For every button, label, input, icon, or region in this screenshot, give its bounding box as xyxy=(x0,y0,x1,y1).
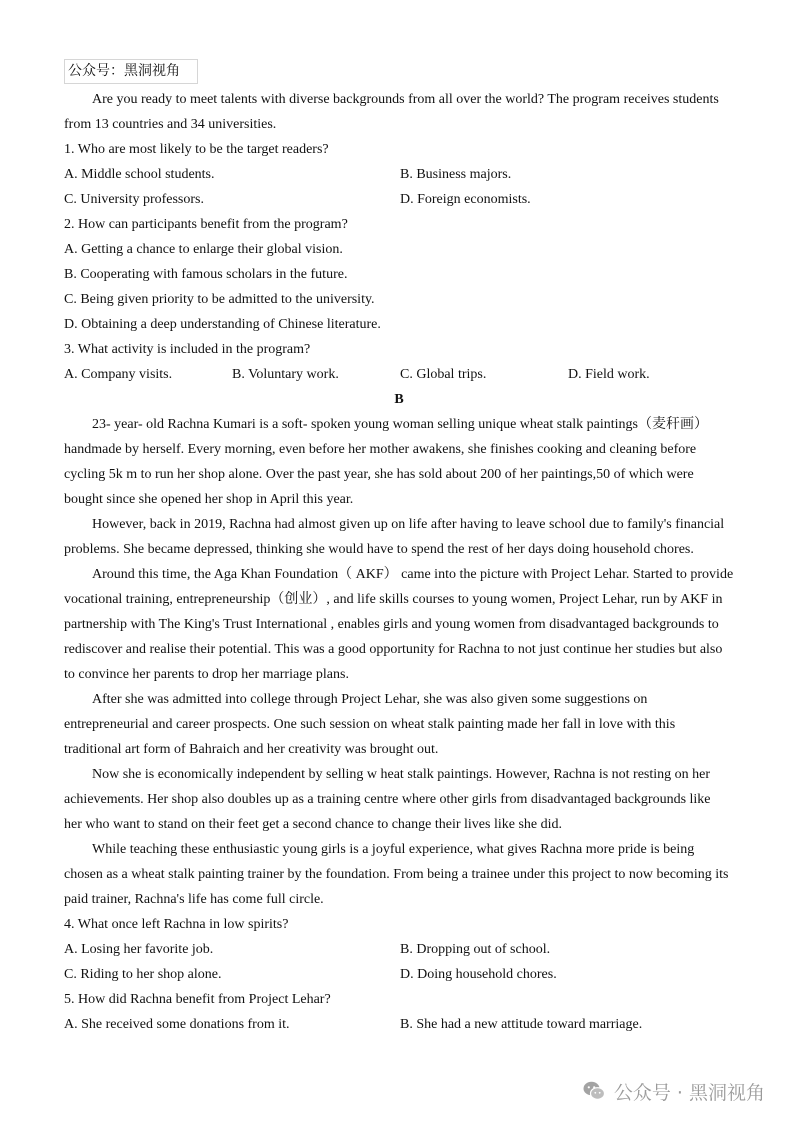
passage-line: vocational training, entrepreneurship（创业）, and life skills courses to young women, Project Lehar, run by AKF in xyxy=(64,592,723,607)
option-d: D. Foreign economists. xyxy=(400,192,531,207)
passage-line: to convince her parents to drop her marriage plans. xyxy=(64,667,349,682)
passage-line: However, back in 2019, Rachna had almost given up on life after having to leave school due to family's financial xyxy=(92,517,725,532)
section-b-heading: B xyxy=(394,392,404,407)
passage-line: Now she is economically independent by selling w heat stalk paintings. However, Rachna is not resting on her xyxy=(92,767,711,782)
question-1-stem: 1. Who are most likely to be the target readers? xyxy=(64,142,329,157)
exam-content xyxy=(64,87,734,1037)
option-a: A. Middle school students. xyxy=(64,167,215,182)
option-d: D. Doing household chores. xyxy=(400,967,557,982)
option-b: B. She had a new attitude toward marriage. xyxy=(400,1017,643,1032)
option-a: A. Losing her favorite job. xyxy=(64,942,214,957)
passage-line: rediscover and realise their potential. This was a good opportunity for Rachna to not just continue her studies but also xyxy=(64,642,723,657)
passage-line: 23- year- old Rachna Kumari is a soft- spoken young woman selling unique wheat stalk paintings（麦秆画） xyxy=(92,417,708,432)
option-c: C. Global trips. xyxy=(400,367,487,382)
option-b: B. Cooperating with famous scholars in the future. xyxy=(64,267,348,282)
passage-line: traditional art form of Bahraich and her creativity was brought out. xyxy=(64,742,439,757)
option-d: D. Field work. xyxy=(568,367,650,382)
option-b: B. Dropping out of school. xyxy=(400,942,551,957)
option-c: C. Riding to her shop alone. xyxy=(64,967,222,982)
passage-line: partnership with The King's Trust International , enables girls and young women from disadvantaged backgrounds to xyxy=(64,617,719,632)
passage-line: paid trainer, Rachna's life has come full circle. xyxy=(64,892,324,907)
passage-line: her who want to stand on their feet get a second chance to change their lives like she did. xyxy=(64,817,562,832)
option-c: C. University professors. xyxy=(64,192,204,207)
passage-line: cycling 5k m to run her shop alone. Over the past year, she has sold about 200 of her paintings,50 of which were xyxy=(64,467,694,482)
account-label: 公众号：黑洞视角 xyxy=(64,59,198,84)
option-a: A. Getting a chance to enlarge their global vision. xyxy=(64,242,343,257)
question-3-stem: 3. What activity is included in the program? xyxy=(64,342,311,357)
question-4-stem: 4. What once left Rachna in low spirits? xyxy=(64,917,289,932)
passage-line: chosen as a wheat stalk painting trainer by the foundation. From being a trainee under this project to now becoming its xyxy=(64,867,729,882)
option-c: C. Being given priority to be admitted to the university. xyxy=(64,292,375,307)
option-b: B. Business majors. xyxy=(400,167,512,182)
option-b: B. Voluntary work. xyxy=(232,367,339,382)
question-4-options-row xyxy=(64,937,734,962)
passage-line: problems. She became depressed, thinking she would have to spend the rest of her days doing household chores. xyxy=(64,542,694,557)
question-2-stem: 2. How can participants benefit from the program? xyxy=(64,217,348,232)
option-a: A. Company visits. xyxy=(64,367,173,382)
passage-line: achievements. Her shop also doubles up as a training centre where other girls from disadvantaged backgrounds like xyxy=(64,792,711,807)
watermark xyxy=(582,1077,765,1105)
watermark-text: 公众号 · 黑洞视角 xyxy=(613,1081,765,1104)
wechat-icon xyxy=(582,1080,606,1102)
option-d: D. Obtaining a deep understanding of Chinese literature. xyxy=(64,317,381,332)
intro-line: Are you ready to meet talents with diverse backgrounds from all over the world? The program receives students xyxy=(92,92,719,107)
question-5-stem: 5. How did Rachna benefit from Project Lehar? xyxy=(64,992,331,1007)
passage-line: bought since she opened her shop in April this year. xyxy=(64,492,354,507)
question-3-options-row xyxy=(64,362,734,387)
passage-line: entrepreneurial and career prospects. One such session on wheat stalk painting made her fall in love with this xyxy=(64,717,676,732)
question-1-options-row xyxy=(64,162,734,187)
passage-line: Around this time, the Aga Khan Foundation（ AKF） came into the picture with Project Lehar. Started to provide xyxy=(92,567,734,582)
passage-line: While teaching these enthusiastic young girls is a joyful experience, what gives Rachna more pride is being xyxy=(92,842,695,857)
passage-line: After she was admitted into college through Project Lehar, she was also given some suggestions on xyxy=(92,692,648,707)
intro-line: from 13 countries and 34 universities. xyxy=(64,117,277,132)
passage-line: handmade by herself. Every morning, even before her mother awakens, she finishes cooking and cleaning before xyxy=(64,442,697,457)
option-a: A. She received some donations from it. xyxy=(64,1017,290,1032)
question-5-options-row xyxy=(64,1012,734,1037)
question-4-options-row xyxy=(64,962,734,987)
question-1-options-row xyxy=(64,187,734,212)
